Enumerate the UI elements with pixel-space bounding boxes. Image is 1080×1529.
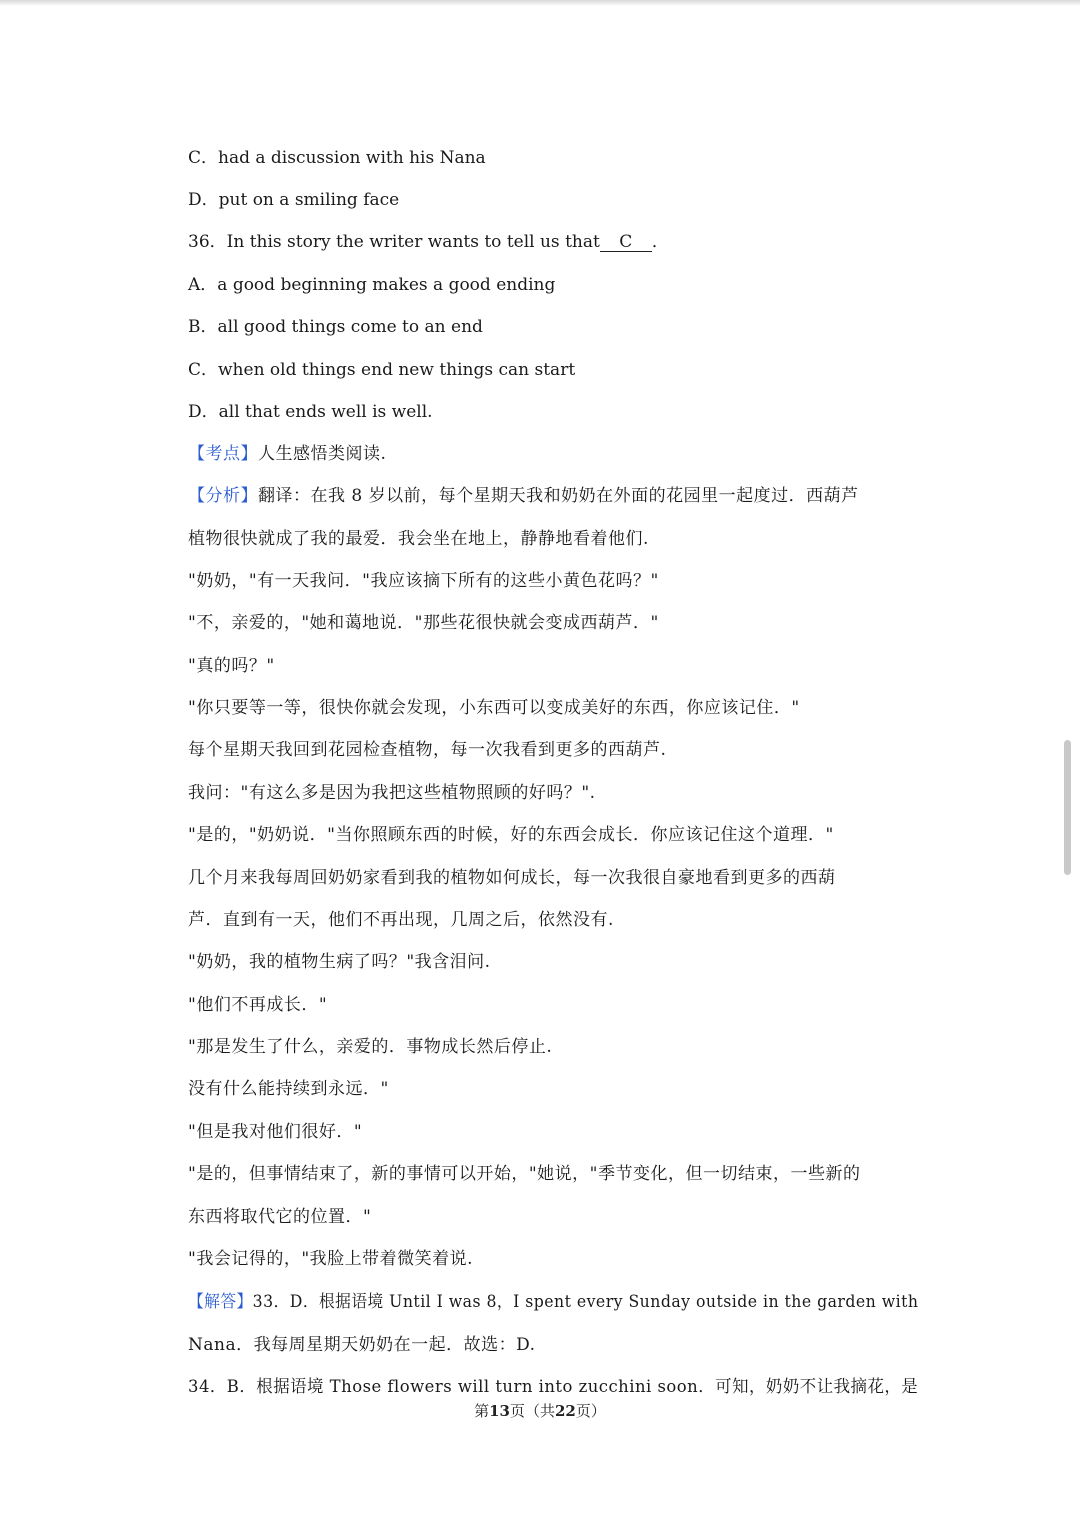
option-d-prev: D．put on a smiling face: [188, 190, 400, 210]
fenxi-text: 翻译：在我 8 岁以前，每个星期天我和奶奶在外面的花园里一起度过．西葫芦: [258, 486, 859, 506]
kaodian-tag: 【考点】: [188, 444, 258, 464]
scrollbar-thumb[interactable]: [1064, 740, 1071, 875]
top-edge-shadow: [0, 0, 1080, 6]
fenxi-line: 每个星期天我回到花园检查植物，每一次我看到更多的西葫芦.: [188, 740, 667, 760]
fenxi-line: "但是我对他们很好．": [188, 1122, 363, 1142]
fenxi-line: "我会记得的，"我脸上带着微笑着说.: [188, 1249, 474, 1269]
fenxi-line: "真的吗？": [188, 656, 275, 676]
fenxi-tag: 【分析】: [188, 486, 258, 506]
fenxi-line: 没有什么能持续到永远．": [188, 1079, 389, 1099]
current-page-number: 13: [489, 1402, 510, 1420]
option-b: B．all good things come to an end: [188, 317, 483, 337]
jieda-text: 33．D．根据语境 Until I was 8，I spent every Sunday outside in the garden with: [252, 1292, 919, 1312]
fenxi-line: "他们不再成长．": [188, 995, 328, 1015]
total-page-number: 22: [555, 1402, 576, 1420]
jieda-line-3: 34．B．根据语境 Those flowers will turn into zucchini soon．可知，奶奶不让我摘花，是: [188, 1377, 919, 1397]
fenxi-line: "是的，但事情结束了，新的事情可以开始，"她说，"季节变化，但一切结束，一些新的: [188, 1164, 861, 1184]
fenxi-line: "是的，"奶奶说．"当你照顾东西的时候，好的东西会成长．你应该记住这个道理．": [188, 825, 834, 845]
fenxi-line: "奶奶，我的植物生病了吗？"我含泪问.: [188, 952, 491, 972]
kaodian-line: [188, 443, 386, 465]
fenxi-line: 芦．直到有一天，他们不再出现，几周之后，依然没有.: [188, 910, 614, 930]
footer-suffix: 页）: [575, 1402, 606, 1420]
fenxi-line: "那是发生了什么，亲爱的．事物成长然后停止.: [188, 1037, 553, 1057]
option-d: D．all that ends well is well.: [188, 402, 433, 422]
question-36: [188, 231, 669, 253]
footer-prefix: 第: [474, 1402, 490, 1420]
question-36-stem: 36．In this story the writer wants to tell us that: [188, 232, 600, 252]
option-a: A．a good beginning makes a good ending: [188, 275, 556, 295]
kaodian-text: 人生感悟类阅读.: [258, 444, 387, 464]
fenxi-line: "不，亲爱的，"她和蔼地说．"那些花很快就会变成西葫芦．": [188, 613, 659, 633]
question-36-end: ．: [651, 232, 669, 252]
option-c-prev: C．had a discussion with his Nana: [188, 148, 486, 168]
fenxi-line: 东西将取代它的位置．": [188, 1207, 372, 1227]
fenxi-line-1: [188, 485, 859, 507]
option-c: C．when old things end new things can start: [188, 360, 576, 380]
fenxi-line: 几个月来我每周回奶奶家看到我的植物如何成长，每一次我很自豪地看到更多的西葫: [188, 868, 836, 888]
fenxi-line: "你只要等一等，很快你就会发现，小东西可以变成美好的东西，你应该记住．": [188, 698, 800, 718]
jieda-tag: 【解答】: [188, 1292, 253, 1312]
jieda-line-2: Nana．我每周星期天奶奶在一起．故选：D.: [188, 1335, 536, 1355]
fenxi-line: 植物很快就成了我的最爱．我会坐在地上，静静地看着他们.: [188, 529, 649, 549]
fenxi-line: "奶奶，"有一天我问．"我应该摘下所有的这些小黄色花吗？": [188, 571, 659, 591]
answer-blank: C: [600, 233, 652, 252]
jieda-line-1: [188, 1291, 918, 1313]
page-footer: [0, 1400, 1080, 1421]
footer-mid: 页（共: [509, 1402, 555, 1420]
fenxi-line: 我问："有这么多是因为我把这些植物照顾的好吗？".: [188, 783, 596, 803]
